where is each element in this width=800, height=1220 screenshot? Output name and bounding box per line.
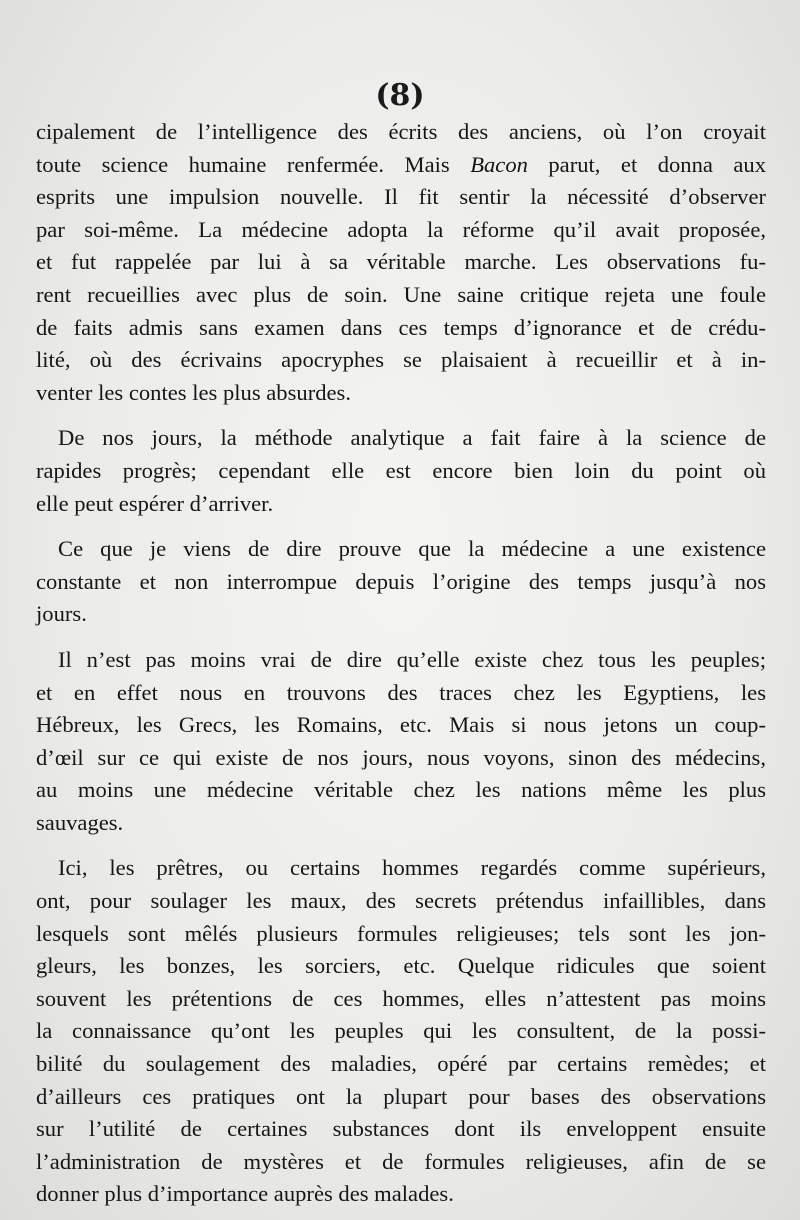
italic-name: Bacon xyxy=(470,151,528,177)
text-line: constante et non interrompue depuis l’origine des temps jusqu’à nos xyxy=(36,568,766,594)
text-line: lité, où des écrivains apocryphes se plaisaient à recueillir et à in- xyxy=(36,347,766,373)
text-line: la connaissance qu’ont les peuples qui les consultent, de la possi- xyxy=(36,1018,766,1044)
text-line: bilité du soulagement des maladies, opéré par certains remèdes; et xyxy=(36,1051,766,1077)
text-line: rapides progrès; cependant elle est encore bien loin du point où xyxy=(36,457,766,483)
text-line: jours. xyxy=(36,601,87,627)
text-line: l’administration de mystères et de formules religieuses, afin de se xyxy=(36,1148,766,1174)
text-line: Ce que je viens de dire prouve que la médecine a une existence xyxy=(58,536,766,562)
text-line: donner plus d’importance auprès des malades. xyxy=(36,1181,454,1207)
text-line: Ici, les prêtres, ou certains hommes regardés comme supérieurs, xyxy=(58,855,766,881)
text-line: ont, pour soulager les maux, des secrets prétendus infaillibles, dans xyxy=(36,888,766,914)
text-line: De nos jours, la méthode analytique a fait faire à la science de xyxy=(58,425,766,451)
paragraph xyxy=(36,116,766,409)
text-line: et fut rappelée par lui à sa véritable marche. Les observations fu- xyxy=(36,249,766,275)
text-line: rent recueillies avec plus de soin. Une saine critique rejeta une foule xyxy=(36,281,766,307)
body-text xyxy=(36,116,766,1220)
text-line: cipalement de l’intelligence des écrits des anciens, où l’on croyait xyxy=(36,119,766,144)
text-line: et en effet nous en trouvons des traces chez les Egyptiens, les xyxy=(36,679,766,705)
text-line: gleurs, les bonzes, les sorciers, etc. Quelque ridicules que soient xyxy=(36,953,766,979)
text-line: elle peut espérer d’arriver. xyxy=(36,490,274,516)
text-line: Il n’est pas moins vrai de dire qu’elle existe chez tous les peuples; xyxy=(58,646,766,672)
text-line: esprits une impulsion nouvelle. Il fit sentir la nécessité d’observer xyxy=(36,184,766,210)
text-line: lesquels sont mêlés plusieurs formules religieuses; tels sont les jon- xyxy=(36,920,766,946)
text-line: souvent les prétentions de ces hommes, elles n’attestent pas moins xyxy=(36,985,766,1011)
text-line: sauvages. xyxy=(36,809,124,835)
text-line: de faits admis sans examen dans ces temps d’ignorance et de crédu- xyxy=(36,314,766,340)
text-line: par soi-même. La médecine adopta la réforme qu’il avait proposée, xyxy=(36,216,766,242)
text-line: sur l’utilité de certaines substances dont ils enveloppent ensuite xyxy=(36,1116,766,1142)
paragraph xyxy=(36,533,766,631)
paragraph xyxy=(36,852,766,1211)
paragraph xyxy=(36,422,766,520)
text-line: Hébreux, les Grecs, les Romains, etc. Mais si nous jetons un coup- xyxy=(36,712,766,738)
text-line: d’ailleurs ces pratiques ont la plupart pour bases des observations xyxy=(36,1083,766,1109)
paragraph xyxy=(36,644,766,840)
page-number: (8) xyxy=(375,78,425,113)
text-line: toute science humaine renfermée. Mais Bacon parut, et donna aux xyxy=(36,151,767,177)
text-line: d’œil sur ce qui existe de nos jours, nous voyons, sinon des médecins, xyxy=(36,744,766,770)
text-line: au moins une médecine véritable chez les nations même les plus xyxy=(36,777,766,803)
text-line: venter les contes les plus absurdes. xyxy=(36,379,351,405)
